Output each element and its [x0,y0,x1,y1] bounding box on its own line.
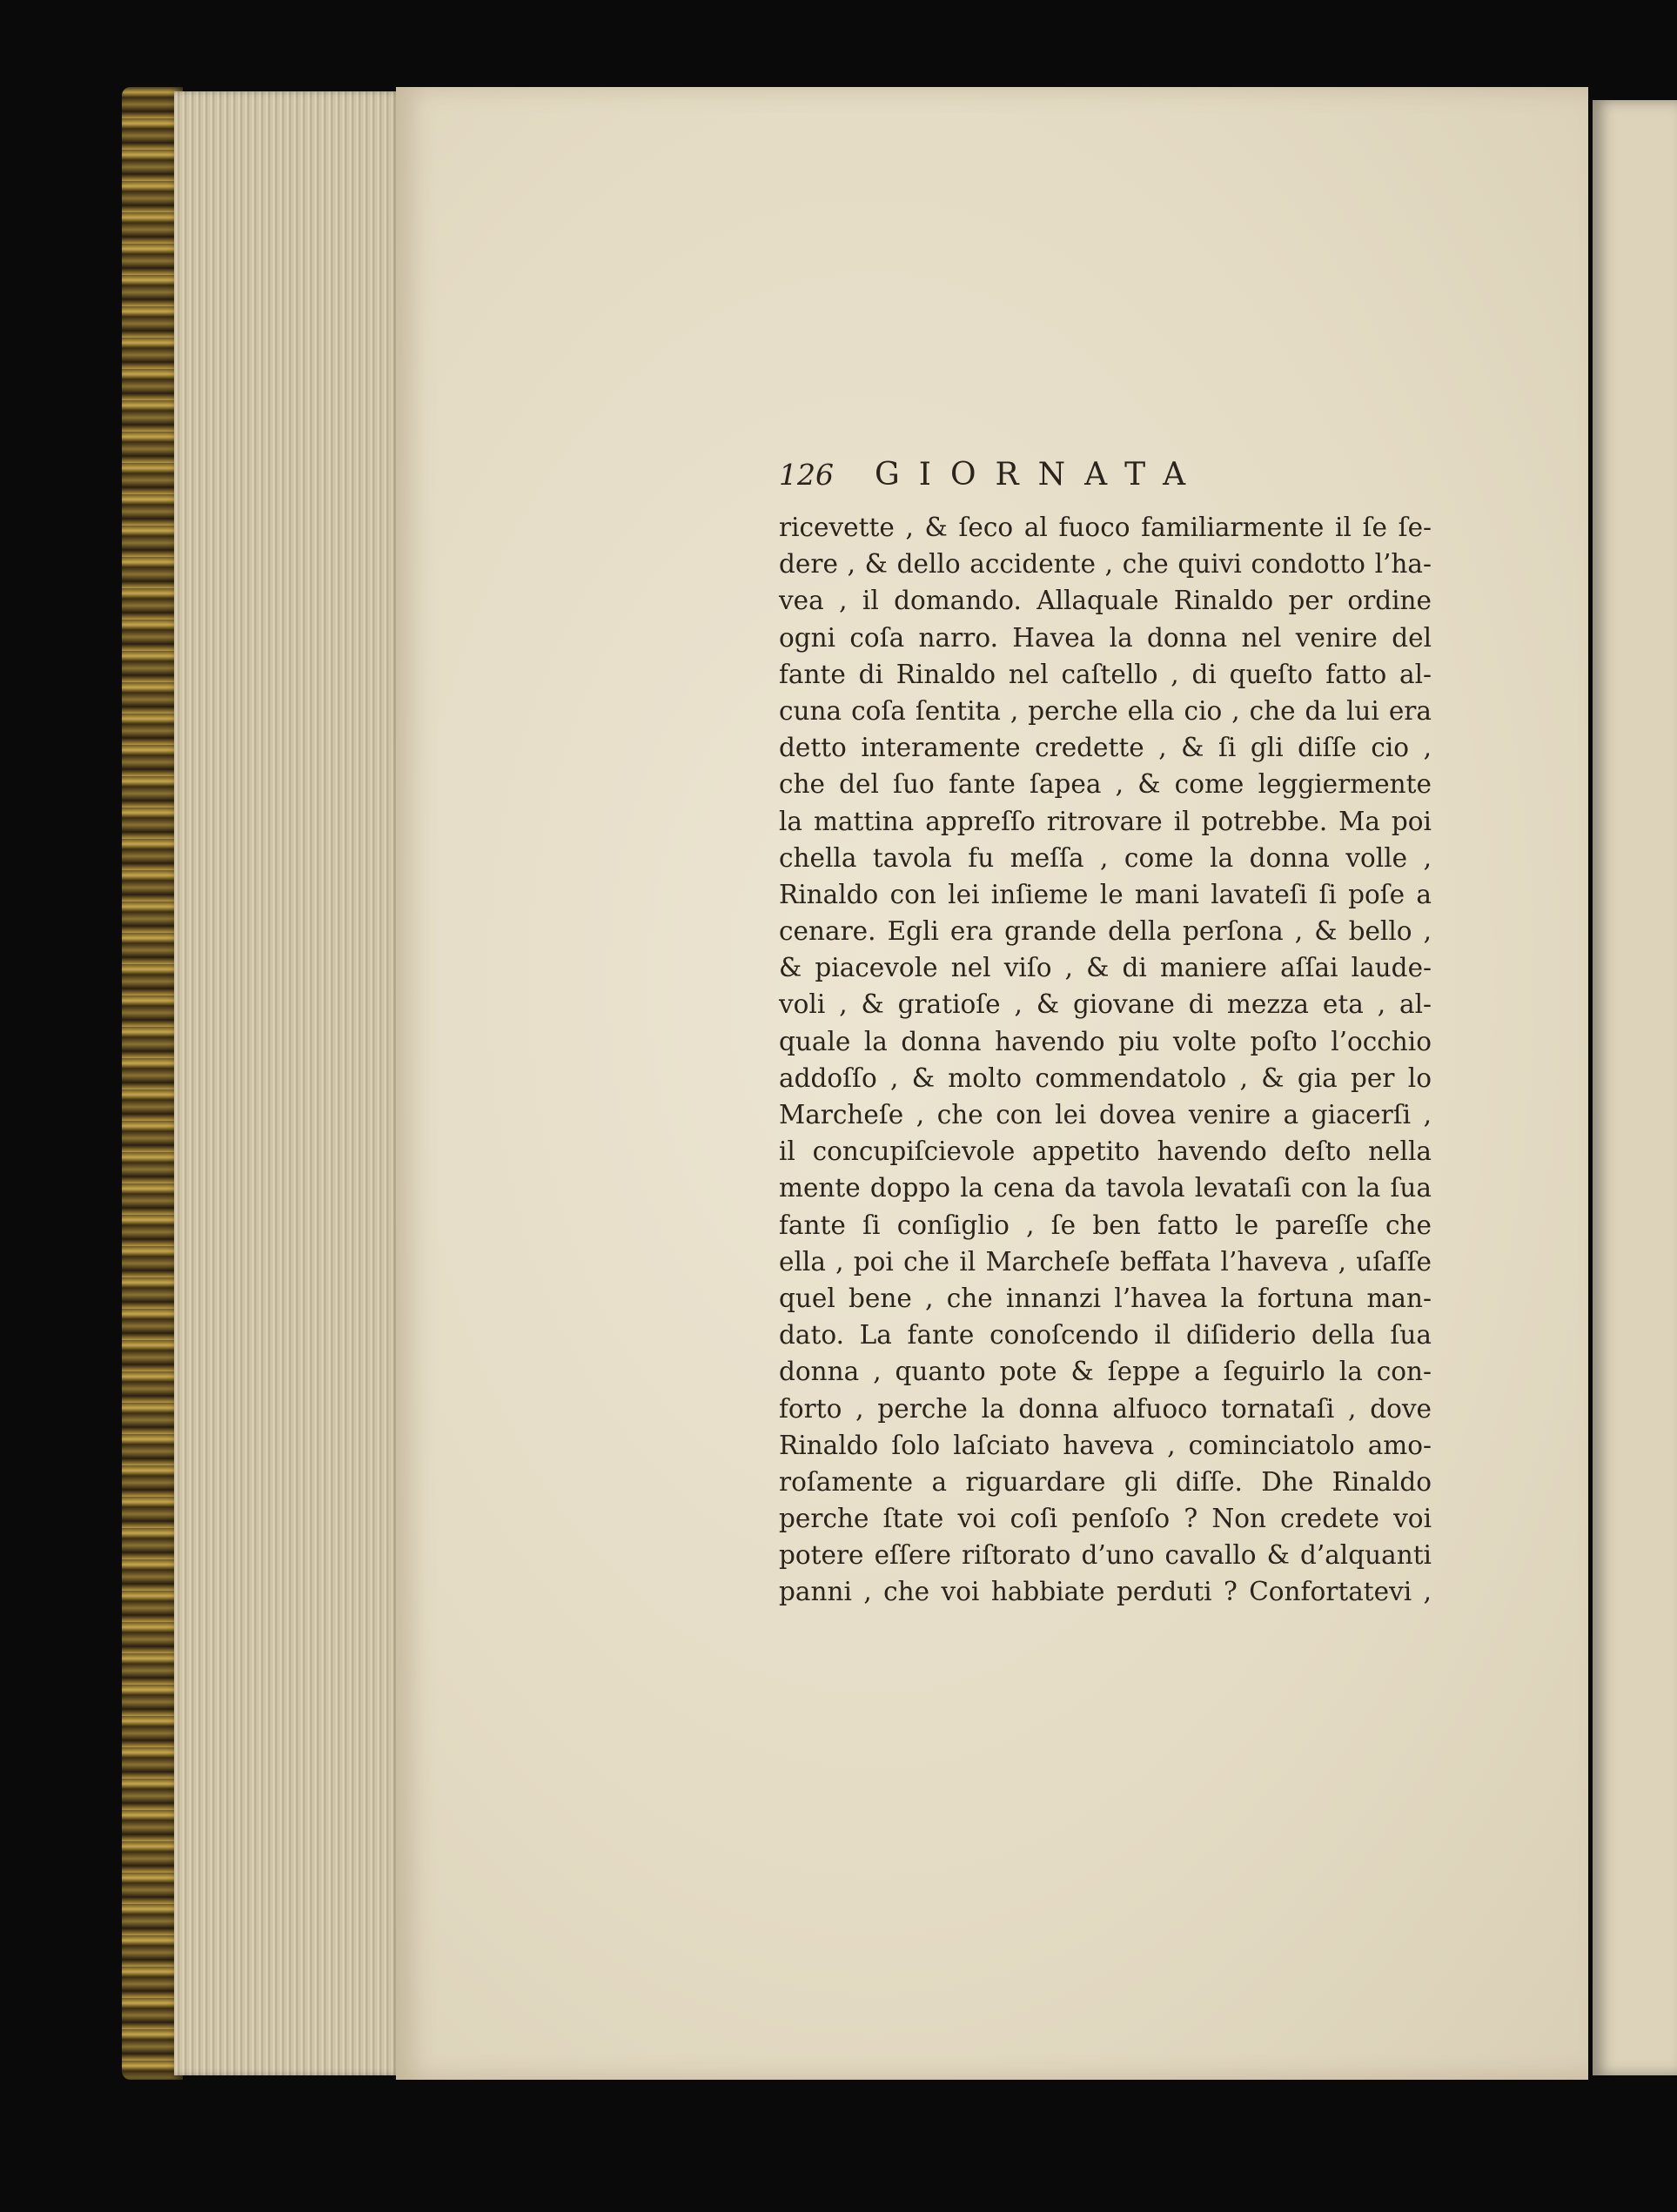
text-line: & piacevole nel viſo , & di maniere aſſai laude- [779,953,1432,983]
text-line: la mattina appreſſo ritrovare il potrebbe. Ma poi [779,806,1432,836]
text-line: ricevette , & ſeco al fuoco familiarmente il ſe ſe- [779,513,1432,542]
text-line: chella tavola fu meſſa , come la donna volle , [779,842,1432,873]
text-line: voli , & gratioſe , & giovane di mezza eta , al- [779,989,1432,1020]
text-line: ogni coſa narro. Havea la donna nel venire del [779,622,1432,653]
text-line: quale la donna havendo piu volte poſto l’occhio [779,1026,1432,1056]
text-line: panni , che voi habbiate perduti ? Confortatevi , [779,1577,1432,1607]
text-line: roſamente a riguardare gli diſſe. Dhe Rinaldo [779,1466,1432,1497]
text-line: dere , & dello accidente , che quivi condotto l’ha- [779,549,1432,580]
text-line: dato. La fante conoſcendo il diſiderio della ſua [779,1320,1432,1351]
text-line: vea , il domando. Allaquale Rinaldo per ordine [779,586,1432,616]
text-line: forto , perche la donna alfuoco tornataſi , dove [779,1393,1432,1424]
text-line: detto interamente credette , & ſi gli diſſe cio , [779,733,1432,763]
text-line: Rinaldo ſolo laſciato haveva , cominciatolo amo- [779,1430,1432,1460]
text-line: mente doppo la cena da tavola levataſi con la ſua [779,1173,1432,1203]
text-line: perche ſtate voi coſi penſoſo ? Non credete voi [779,1504,1432,1534]
facing-page-edge [1593,100,1677,2075]
text-line: donna , quanto pote & ſeppe a ſeguirlo la con- [779,1357,1432,1387]
text-line: quel bene , che innanzi l’havea la fortuna man- [779,1283,1432,1313]
text-line: fante ſi conſiglio , ſe ben fatto le pareſſe che [779,1210,1432,1240]
page-edges [174,91,400,2075]
text-line: Rinaldo con lei inſieme le mani lavateſi ſi poſe a [779,879,1432,909]
text-line: ella , poi che il Marcheſe beffata l’haveva , uſaſſe [779,1246,1432,1277]
text-line: potere eſſere riſtorato d’uno cavallo & d’alquanti [779,1540,1432,1571]
text-line: fante di Rinaldo nel caſtello , di queſto fatto al- [779,659,1432,689]
text-line: cuna coſa ſentita , perche ella cio , che da lui era [779,695,1432,726]
running-head-title: GIORNATA [875,457,1205,493]
text-line: cenare. Egli era grande della perſona , & bello , [779,916,1432,947]
text-line: Marcheſe , che con lei dovea venire a giacerſi , [779,1100,1432,1129]
text-block [779,457,1432,1611]
body-text [779,509,1432,1611]
running-head [779,457,1432,504]
text-line: che del ſuo fante ſapea , & come leggiermente [779,769,1432,800]
page-number: 126 [779,458,834,492]
text-line: addoſſo , & molto commendatolo , & gia per lo [779,1062,1432,1093]
text-line: il concupiſcievole appetito havendo deſto nella [779,1136,1432,1167]
